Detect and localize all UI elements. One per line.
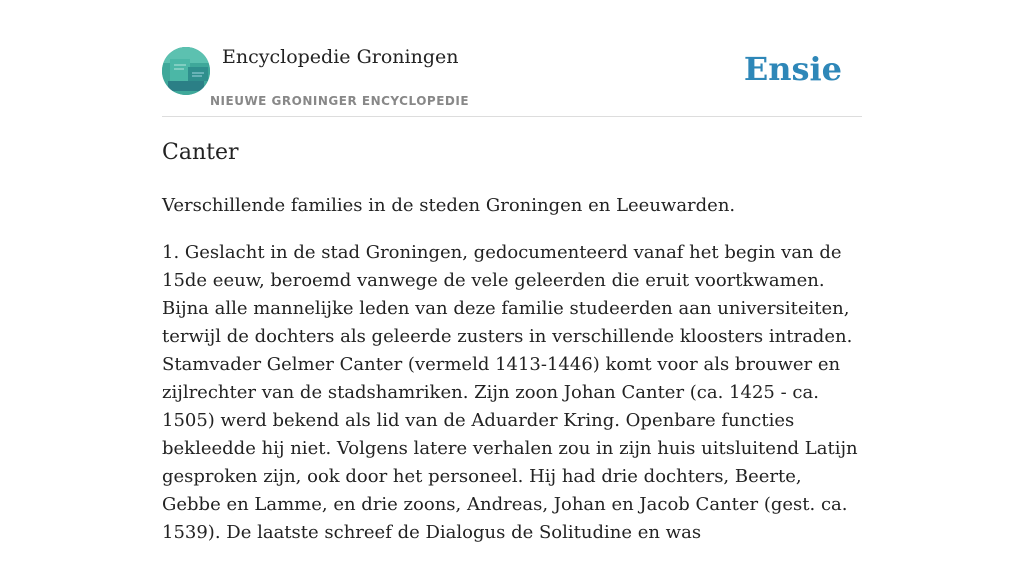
logo-graphic bbox=[162, 47, 210, 95]
site-header bbox=[162, 0, 862, 117]
site-title[interactable]: Encyclopedie Groningen bbox=[222, 46, 459, 68]
article-body bbox=[162, 192, 862, 566]
page-container bbox=[162, 0, 862, 543]
encyclopedia-logo-icon[interactable] bbox=[162, 47, 210, 95]
site-subtitle: NIEUWE GRONINGER ENCYCLOPEDIE bbox=[210, 94, 470, 108]
page-title: Canter bbox=[162, 140, 239, 165]
article-paragraph: Verschillende families in de steden Groningen en Leeuwarden. bbox=[162, 195, 736, 216]
article-paragraph: 1. Geslacht in de stad Groningen, gedocumenteerd vanaf het begin van de 15de eeuw, beroemd vanwege de vele geleerden die eruit voortkwamen. Bijna alle mannelijke leden van deze familie studeerden aan universiteiten, terwijl de dochters als geleerde zusters in verschillende kloosters intraden. Stamvader Gelmer Canter (vermeld 1413-1446) komt voor als brouwer en zijlrechter van de stadshamriken. Zijn zoon Johan Canter (ca. 1425 - ca. 1505) werd bekend als lid van de Aduarder Kring. Openbare functies bekleedde hij niet. Volgens latere verhalen zou in zijn huis uitsluitend Latijn gesproken zijn, ook door het personeel. Hij had drie dochters, Beerte, Gebbe en Lamme, en drie zoons, Andreas, Johan en Jacob Canter (gest. ca. 1539). De laatste schreef de Dialogus de Solitudine en was bbox=[162, 242, 858, 543]
ensie-brand-logo[interactable]: Ensie bbox=[743, 50, 842, 88]
